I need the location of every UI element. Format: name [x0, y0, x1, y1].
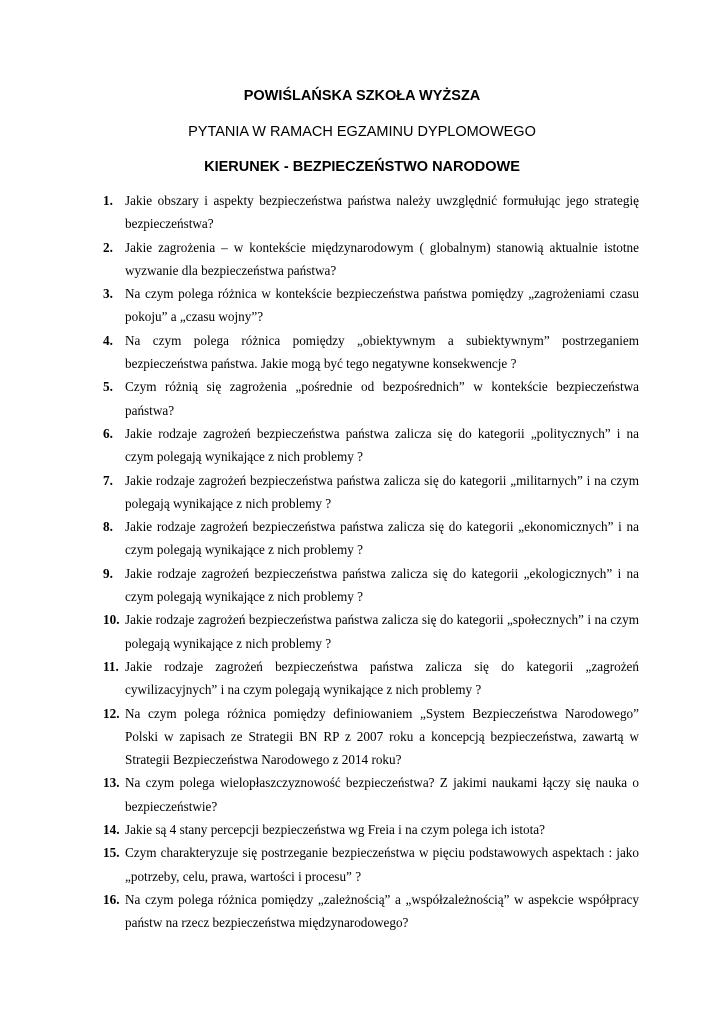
question-item: [0, 702, 724, 772]
question-number: 12.: [103, 705, 120, 721]
question-text: Czym charakteryzuje się postrzeganie bezpieczeństwa w pięciu podstawowych aspektach : jako „potrzeby, celu, prawa, wartości i procesu” ?: [125, 845, 639, 884]
exam-title: PYTANIA W RAMACH EGZAMINU DYPLOMOWEGO: [188, 124, 536, 140]
question-item: [0, 888, 724, 935]
question-number: 9.: [103, 565, 113, 581]
school-title: POWIŚLAŃSKA SZKOŁA WYŻSZA: [243, 88, 481, 104]
question-text: Na czym polega różnica w kontekście bezpieczeństwa państwa pomiędzy „zagrożeniami czasu pokoju” a „czasu wojny”?: [125, 286, 639, 325]
question-number: 13.: [103, 775, 120, 791]
question-text: Jakie obszary i aspekty bezpieczeństwa państwa należy uwzględnić formułując jego strategię bezpieczeństwa?: [125, 193, 639, 232]
question-text: Jakie rodzaje zagrożeń bezpieczeństwa państwa zalicza się do kategorii „ekologicznych” i na czym polegają wynikające z nich problemy ?: [125, 565, 639, 605]
question-number: 3.: [103, 286, 113, 302]
question-number: 7.: [103, 472, 113, 488]
question-number: 15.: [103, 845, 120, 861]
question-item: [0, 469, 724, 516]
question-number: 5.: [103, 379, 113, 395]
question-item: [0, 841, 724, 888]
question-item: [0, 329, 724, 376]
question-item: [0, 282, 724, 329]
question-text: Jakie rodzaje zagrożeń bezpieczeństwa państwa zalicza się do kategorii „ekonomicznych” i na czym polegają wynikające z nich problemy ?: [125, 519, 639, 558]
question-text: Na czym polega różnica pomiędzy definiowaniem „System Bezpieczeństwa Narodowego” Polski w zapisach ze Strategii BN RP z 2007 roku a koncepcją bezpieczeństwa, zawartą w Strategii Bezpieczeństwa Narodowego z 2014 roku?: [125, 705, 639, 768]
question-number: 4.: [103, 332, 113, 348]
field-title: KIERUNEK - BEZPIECZEŃSTWO NARODOWE: [204, 159, 520, 175]
question-item: [0, 608, 724, 655]
question-number: 16.: [103, 891, 120, 907]
question-item: [0, 562, 724, 609]
question-text: Jakie rodzaje zagrożeń bezpieczeństwa państwa zalicza się do kategorii „militarnych” i na czym polegają wynikające z nich problemy ?: [125, 472, 639, 511]
question-item: [0, 655, 724, 702]
question-text: Jakie są 4 stany percepcji bezpieczeństwa wg Freia i na czym polega ich istota?: [125, 822, 545, 838]
question-text: Na czym polega wielopłaszczyznowość bezpieczeństwa? Z jakimi naukami łączy się nauka o bezpieczeństwie?: [125, 775, 639, 814]
question-item: [0, 771, 724, 818]
question-text: Na czym polega różnica pomiędzy „zależnością” a „współzależnością” w aspekcie współpracy państw na rzecz bezpieczeństwa międzynarodowego?: [125, 891, 639, 931]
question-text: Na czym polega różnica pomiędzy „obiektywnym a subiektywnym” postrzeganiem bezpieczeństwa państwa. Jakie mogą być tego negatywne konsekwencje ?: [125, 332, 639, 372]
question-item: [0, 818, 724, 841]
question-number: 14.: [103, 822, 120, 838]
question-item: [0, 236, 724, 283]
question-number: 1.: [103, 193, 113, 208]
question-text: Jakie rodzaje zagrożeń bezpieczeństwa państwa zalicza się do kategorii „zagrożeń cywilizacyjnych” i na czym polegają wynikające z nich problemy ?: [125, 658, 639, 698]
question-item: [0, 422, 724, 469]
question-number: 10.: [103, 612, 120, 628]
question-text: Jakie zagrożenia – w kontekście międzynarodowym ( globalnym) stanowią aktualnie istotne wyzwanie dla bezpieczeństwa państwa?: [125, 239, 639, 278]
question-item: [0, 375, 724, 422]
question-text: Jakie rodzaje zagrożeń bezpieczeństwa państwa zalicza się do kategorii „politycznych” i na czym polegają wynikające z nich problemy ?: [125, 425, 639, 465]
question-number: 11.: [103, 658, 119, 674]
question-item: [0, 189, 724, 236]
questions-list: [0, 189, 724, 935]
question-number: 6.: [103, 425, 113, 441]
question-number: 2.: [103, 239, 113, 255]
question-text: Czym różnią się zagrożenia „pośrednie od bezpośrednich” w kontekście bezpieczeństwa państwa?: [125, 379, 639, 418]
question-item: [0, 515, 724, 562]
question-text: Jakie rodzaje zagrożeń bezpieczeństwa państwa zalicza się do kategorii „społecznych” i na czym polegają wynikające z nich problemy ?: [125, 612, 639, 651]
question-number: 8.: [103, 519, 113, 535]
